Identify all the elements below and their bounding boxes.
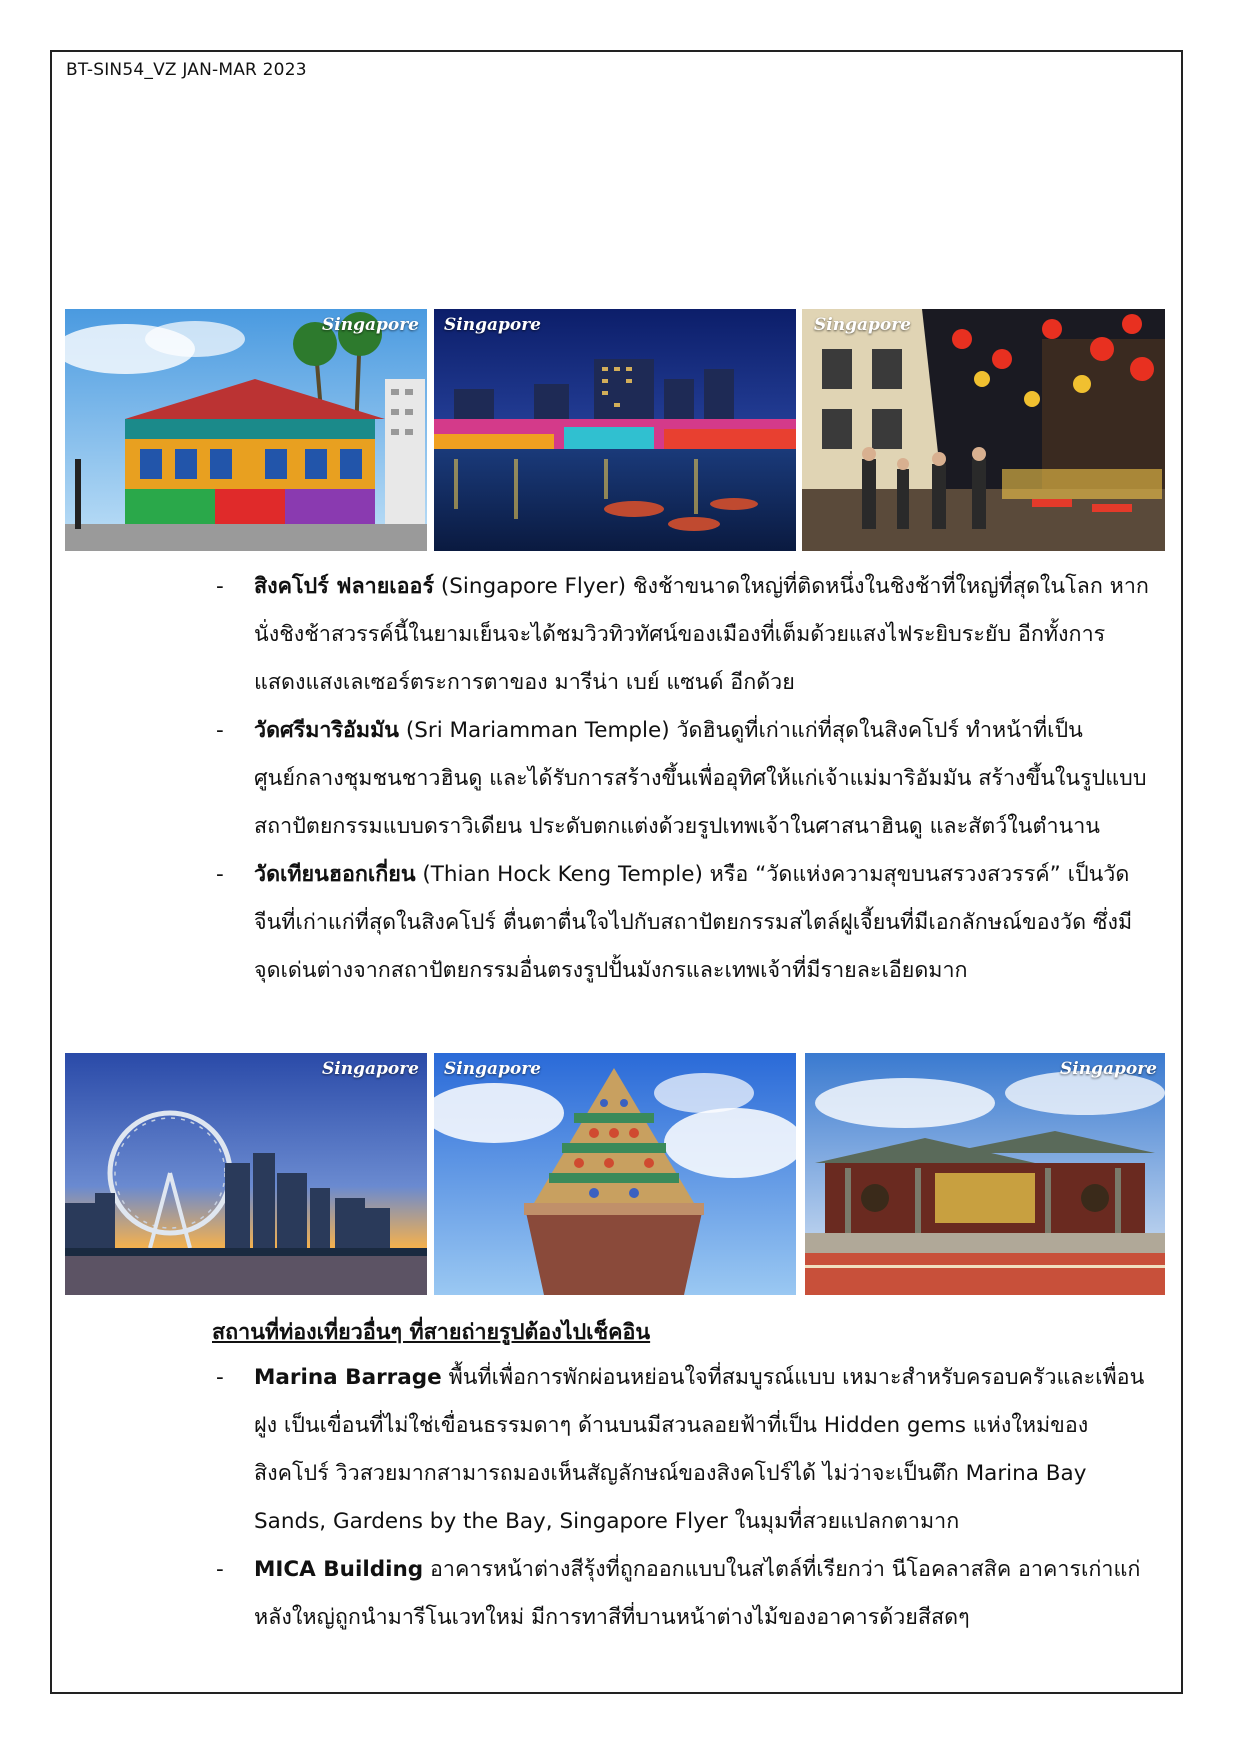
photo-spots-list (212, 1354, 1152, 1642)
attraction-title: MICA Building (254, 1557, 424, 1582)
attraction-description: พื้นที่เพื่อการพักผ่อนหย่อนใจที่สมบูรณ์แบบ เหมาะสำหรับครอบครัวและเพื่อนฝูง เป็นเขื่อนที่ไม่ใช่เขื่อนธรรมดาๆ ด้านบนมีสวนลอยฟ้าที่เป็น Hidden gems แห่งใหม่ของสิงคโปร์ วิวสวยมากสามารถมองเห็นสัญลักษณ์ของสิงคโปร์ได้ ไม่ว่าจะเป็นตึก Marina Bay Sands, Gardens by the Bay, Singapore Flyer ในมุมที่สวยแปลกตามาก (254, 1365, 1145, 1534)
thian-hock-keng-temple-photo (805, 1053, 1165, 1295)
singapore-watermark: Singapore (814, 315, 911, 335)
singapore-flyer-photo (65, 1053, 427, 1295)
attraction-description: (Singapore Flyer) ชิงช้าขนาดใหญ่ที่ติดหนึ่งในชิงช้าที่ใหญ่ที่สุดในโลก หากนั่งชิงช้าสวรรค์นี้ในยามเย็นจะได้ชมวิวทิวทัศน์ของเมืองที่เต็มด้วยแสงไฟระยิบระยับ อีกทั้งการแสดงแสงเลเซอร์ตระการตาของ มารีน่า เบย์ แซนด์ อีกด้วย (254, 574, 1149, 695)
attraction-title: Marina Barrage (254, 1365, 442, 1390)
attraction-title: วัดศรีมาริอัมมัน (254, 718, 399, 743)
clarke-quay-night-photo (434, 309, 796, 551)
colorful-heritage-house-photo (65, 309, 427, 551)
list-item (212, 1354, 1152, 1546)
attractions-list (212, 563, 1152, 995)
attraction-description: (Sri Mariamman Temple) วัดฮินดูที่เก่าแก่ที่สุดในสิงคโปร์ ทำหน้าที่เป็นศูนย์กลางชุมชนชาวฮินดู และได้รับการสร้างขึ้นเพื่ออุทิศให้แก่เจ้าแม่มาริอัมมัน สร้างขึ้นในรูปแบบสถาปัตยกรรมแบบดราวิเดียน ประดับตกแต่งด้วยรูปเทพเจ้าในศาสนาฮินดู และสัตว์ในตำนาน (254, 718, 1147, 839)
list-item (212, 1546, 1152, 1642)
sri-mariamman-gopuram-photo (434, 1053, 796, 1295)
singapore-watermark: Singapore (322, 315, 419, 335)
attraction-title: สิงคโปร์ ฟลายเออร์ (254, 574, 435, 599)
attraction-description: อาคารหน้าต่างสีรุ้งที่ถูกออกแบบในสไตล์ที่เรียกว่า นีโอคลาสสิค อาคารเก่าแก่หลังใหญ่ถูกนำมารีโนเวทใหม่ มีการทาสีที่บานหน้าต่างไม้ของอาคารด้วยสีสดๆ (254, 1557, 1141, 1630)
singapore-watermark: Singapore (444, 315, 541, 335)
chinatown-street-night-photo (802, 309, 1165, 551)
singapore-watermark: Singapore (322, 1059, 419, 1079)
list-item (212, 707, 1152, 851)
attraction-title: วัดเทียนฮอกเกี่ยน (254, 862, 416, 887)
singapore-watermark: Singapore (1060, 1059, 1157, 1079)
section-heading: สถานที่ท่องเที่ยวอื่นๆ ที่สายถ่ายรูปต้องไปเช็คอิน (212, 1320, 651, 1345)
document-code: BT-SIN54_VZ JAN-MAR 2023 (66, 60, 307, 80)
list-item (212, 563, 1152, 707)
attraction-description: (Thian Hock Keng Temple) หรือ “วัดแห่งความสุขบนสรวงสวรรค์” เป็นวัดจีนที่เก่าแก่ที่สุดในสิงคโปร์ ตื่นตาตื่นใจไปกับสถาปัตยกรรมสไตล์ฝูเจี้ยนที่มีเอกลักษณ์ของวัด ซึ่งมีจุดเด่นต่างจากสถาปัตยกรรมอื่นตรงรูปปั้นมังกรและเทพเจ้าที่มีรายละเอียดมาก (254, 862, 1133, 983)
singapore-watermark: Singapore (444, 1059, 541, 1079)
list-item (212, 851, 1152, 995)
